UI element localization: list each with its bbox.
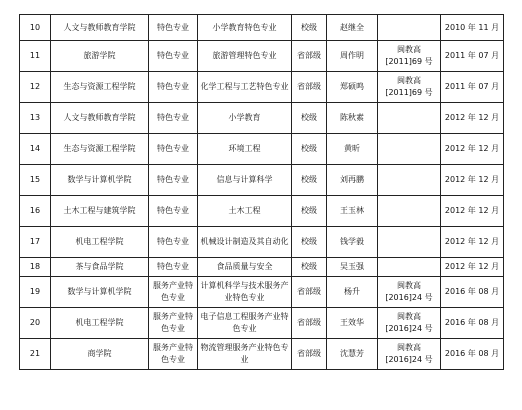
cell-level: 校级	[292, 103, 327, 134]
cell-date: 2012 年 12 月	[441, 103, 504, 134]
table-row	[20, 15, 504, 41]
cell-number: 21	[20, 339, 51, 370]
cell-person: 杨升	[327, 277, 378, 308]
cell-level: 省部级	[292, 277, 327, 308]
cell-college: 人文与教师教育学院	[51, 103, 149, 134]
cell-major: 土木工程	[198, 196, 292, 227]
cell-major: 旅游管理特色专业	[198, 41, 292, 72]
cell-document	[378, 227, 441, 258]
document-page	[19, 14, 504, 370]
cell-date: 2012 年 12 月	[441, 227, 504, 258]
cell-date: 2016 年 08 月	[441, 308, 504, 339]
cell-number: 19	[20, 277, 51, 308]
cell-college: 旅游学院	[51, 41, 149, 72]
cell-major: 化学工程与工艺特色专业	[198, 72, 292, 103]
cell-college: 数学与计算机学院	[51, 277, 149, 308]
cell-type: 服务产业特色专业	[149, 339, 198, 370]
table-row	[20, 339, 504, 370]
cell-date: 2016 年 08 月	[441, 277, 504, 308]
cell-major: 小学教育特色专业	[198, 15, 292, 41]
cell-document	[378, 15, 441, 41]
cell-person: 黄昕	[327, 134, 378, 165]
cell-college: 生态与资源工程学院	[51, 134, 149, 165]
cell-level: 校级	[292, 165, 327, 196]
cell-level: 校级	[292, 258, 327, 277]
cell-college: 生态与资源工程学院	[51, 72, 149, 103]
cell-major: 环境工程	[198, 134, 292, 165]
cell-number: 14	[20, 134, 51, 165]
cell-type: 特色专业	[149, 134, 198, 165]
cell-college: 土木工程与建筑学院	[51, 196, 149, 227]
cell-type: 特色专业	[149, 258, 198, 277]
cell-college: 机电工程学院	[51, 308, 149, 339]
cell-type: 服务产业特色专业	[149, 277, 198, 308]
cell-type: 特色专业	[149, 41, 198, 72]
cell-type: 特色专业	[149, 165, 198, 196]
cell-date: 2012 年 12 月	[441, 134, 504, 165]
cell-person: 周作明	[327, 41, 378, 72]
cell-type: 特色专业	[149, 72, 198, 103]
cell-college: 商学院	[51, 339, 149, 370]
table-row	[20, 308, 504, 339]
table-row	[20, 41, 504, 72]
cell-number: 17	[20, 227, 51, 258]
cell-number: 20	[20, 308, 51, 339]
cell-college: 人文与教师教育学院	[51, 15, 149, 41]
cell-person: 钱学毅	[327, 227, 378, 258]
cell-college: 机电工程学院	[51, 227, 149, 258]
cell-date: 2012 年 12 月	[441, 165, 504, 196]
cell-major: 信息与计算科学	[198, 165, 292, 196]
cell-level: 省部级	[292, 339, 327, 370]
cell-date: 2012 年 12 月	[441, 196, 504, 227]
specialty-table	[19, 14, 504, 370]
cell-major: 计算机科学与技术服务产业特色专业	[198, 277, 292, 308]
cell-type: 服务产业特色专业	[149, 308, 198, 339]
cell-type: 特色专业	[149, 227, 198, 258]
cell-date: 2016 年 08 月	[441, 339, 504, 370]
cell-date: 2010 年 11 月	[441, 15, 504, 41]
cell-date: 2012 年 12 月	[441, 258, 504, 277]
table-row	[20, 165, 504, 196]
cell-level: 省部级	[292, 41, 327, 72]
table-row	[20, 72, 504, 103]
cell-document	[378, 258, 441, 277]
cell-level: 省部级	[292, 308, 327, 339]
cell-document	[378, 196, 441, 227]
cell-person: 赵继全	[327, 15, 378, 41]
table-row	[20, 277, 504, 308]
cell-level: 校级	[292, 227, 327, 258]
cell-document	[378, 134, 441, 165]
cell-number: 10	[20, 15, 51, 41]
cell-document	[378, 165, 441, 196]
table-body	[20, 15, 504, 370]
cell-document: 闽教高 [2016]24 号	[378, 308, 441, 339]
cell-person: 吴玉强	[327, 258, 378, 277]
table-row	[20, 103, 504, 134]
cell-date: 2011 年 07 月	[441, 41, 504, 72]
table-row	[20, 227, 504, 258]
cell-person: 沈慧芳	[327, 339, 378, 370]
cell-major: 食品质量与安全	[198, 258, 292, 277]
cell-document: 闽教高 [2011]69 号	[378, 41, 441, 72]
cell-college: 数学与计算机学院	[51, 165, 149, 196]
cell-person: 王玉林	[327, 196, 378, 227]
cell-type: 特色专业	[149, 196, 198, 227]
cell-major: 物流管理服务产业特色专业	[198, 339, 292, 370]
table-row	[20, 196, 504, 227]
cell-number: 18	[20, 258, 51, 277]
cell-document: 闽教高 [2011]69 号	[378, 72, 441, 103]
cell-number: 11	[20, 41, 51, 72]
cell-level: 校级	[292, 196, 327, 227]
cell-level: 校级	[292, 134, 327, 165]
table-row	[20, 134, 504, 165]
cell-level: 校级	[292, 15, 327, 41]
cell-college: 茶与食品学院	[51, 258, 149, 277]
cell-number: 15	[20, 165, 51, 196]
cell-person: 王效华	[327, 308, 378, 339]
cell-document: 闽教高 [2016]24 号	[378, 339, 441, 370]
cell-number: 13	[20, 103, 51, 134]
cell-date: 2011 年 07 月	[441, 72, 504, 103]
cell-person: 陈秋素	[327, 103, 378, 134]
cell-level: 省部级	[292, 72, 327, 103]
cell-document: 闽教高 [2016]24 号	[378, 277, 441, 308]
cell-major: 电子信息工程服务产业特色专业	[198, 308, 292, 339]
cell-type: 特色专业	[149, 15, 198, 41]
cell-major: 机械设计制造及其自动化	[198, 227, 292, 258]
cell-major: 小学教育	[198, 103, 292, 134]
cell-number: 16	[20, 196, 51, 227]
table-row	[20, 258, 504, 277]
cell-document	[378, 103, 441, 134]
cell-number: 12	[20, 72, 51, 103]
cell-person: 郑硕鸣	[327, 72, 378, 103]
cell-type: 特色专业	[149, 103, 198, 134]
cell-person: 刘再鹏	[327, 165, 378, 196]
